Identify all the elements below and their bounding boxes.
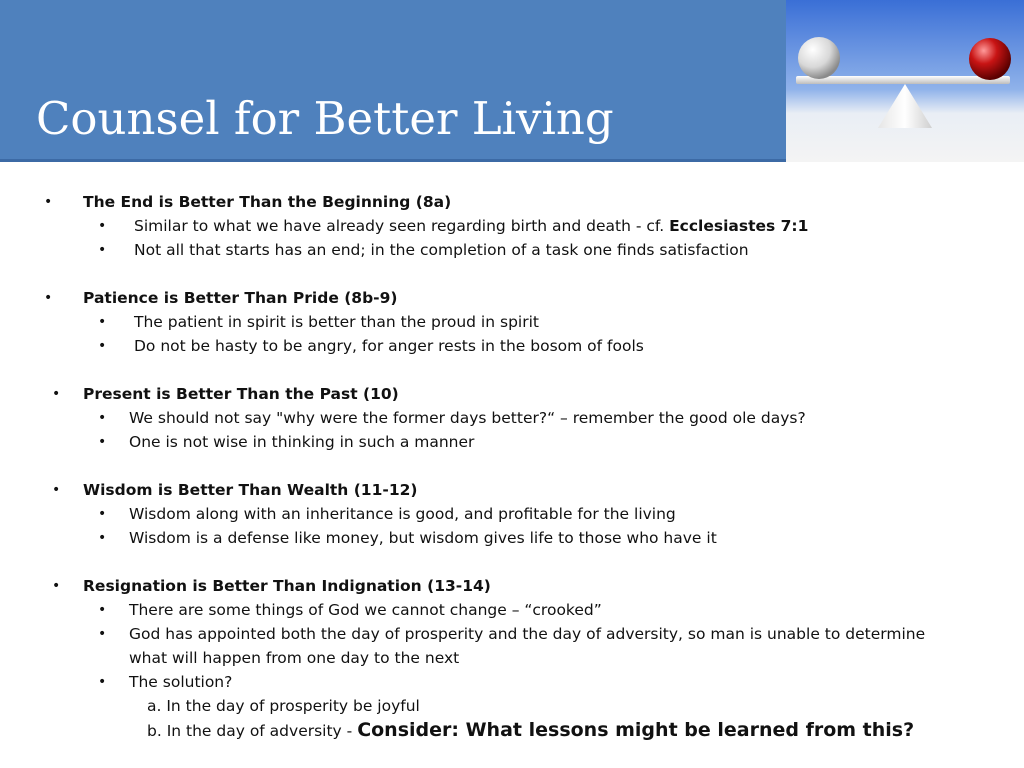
point-text: One is not wise in thinking in such a manner — [129, 433, 475, 451]
bullet-icon: • — [52, 386, 61, 402]
balance-scale-icon — [786, 0, 1024, 162]
heading-text: Resignation is Better Than Indignation (13-14) — [83, 577, 491, 595]
point-text: Similar to what we have already seen regarding birth and death - cf. Ecclesiastes 7:1 — [134, 217, 809, 235]
bullet-icon: • — [98, 314, 107, 330]
bullet-icon: • — [98, 218, 107, 234]
sub-point-text: b. In the day of adversity - Consider: What lessons might be learned from this? — [147, 719, 915, 741]
bullet-icon: • — [98, 506, 107, 522]
point-text: There are some things of God we cannot change – “crooked” — [129, 601, 602, 619]
bullet-icon: • — [98, 410, 107, 426]
heading-text: Wisdom is Better Than Wealth (11-12) — [83, 481, 418, 499]
sub-point-text: a. In the day of prosperity be joyful — [147, 697, 420, 715]
bullet-icon: • — [98, 602, 107, 618]
point-text-continued: what will happen from one day to the next — [129, 649, 460, 667]
bullet-icon: • — [52, 578, 61, 594]
bullet-icon: • — [98, 434, 107, 450]
balance-scale-photo — [786, 0, 1024, 162]
point-text: Not all that starts has an end; in the completion of a task one finds satisfaction — [134, 241, 749, 259]
bullet-icon: • — [98, 530, 107, 546]
point-text: We should not say "why were the former days better?“ – remember the good ole days? — [129, 409, 806, 427]
bullet-icon: • — [98, 338, 107, 354]
point-text: Do not be hasty to be angry, for anger rests in the bosom of fools — [134, 337, 644, 355]
bullet-icon: • — [44, 194, 53, 210]
title-bar — [0, 0, 786, 162]
bullet-icon: • — [98, 242, 107, 258]
point-text: God has appointed both the day of prosperity and the day of adversity, so man is unable to determine — [129, 625, 926, 643]
bullet-icon: • — [44, 290, 53, 306]
point-text: The patient in spirit is better than the proud in spirit — [134, 313, 539, 331]
point-text: Wisdom is a defense like money, but wisdom gives life to those who have it — [129, 529, 717, 547]
heading-text: Patience is Better Than Pride (8b-9) — [83, 289, 398, 307]
bullet-icon: • — [98, 626, 107, 642]
slide-title: Counsel for Better Living — [36, 92, 614, 145]
bullet-icon: • — [98, 674, 107, 690]
consider-emphasis: Consider: What lessons might be learned from this? — [357, 719, 915, 741]
scripture-reference: Ecclesiastes 7:1 — [669, 217, 809, 235]
heading-text: Present is Better Than the Past (10) — [83, 385, 399, 403]
heading-text: The End is Better Than the Beginning (8a) — [83, 193, 452, 211]
bullet-icon: • — [52, 482, 61, 498]
point-text: The solution? — [129, 673, 233, 691]
point-text: Wisdom along with an inheritance is good, and profitable for the living — [129, 505, 676, 523]
